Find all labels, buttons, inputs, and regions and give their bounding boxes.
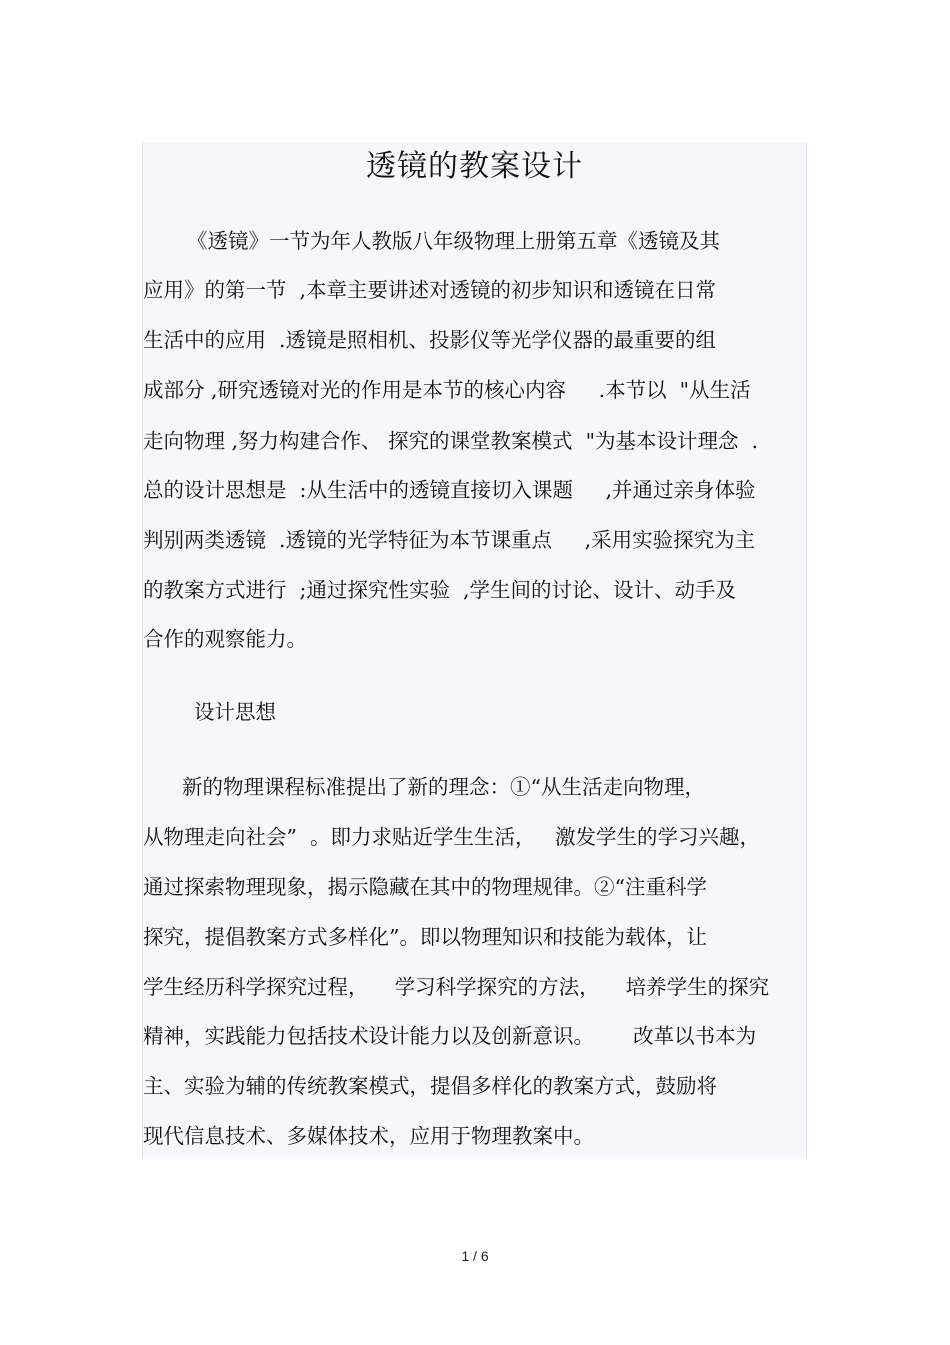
paragraph-2-line-7: 主、实验为辅的传统教案模式，提倡多样化的教案方式，鼓励将 [143, 1074, 717, 1098]
paragraph-1-line-5: 走向物理 ,努力构建合作、 探究的课堂教案模式 "为基本设计理念 . [143, 429, 759, 453]
paragraph-1-line-1: 《透镜》一节为年人教版八年级物理上册第五章《透镜及其 [187, 229, 720, 253]
paragraph-2-line-4: 探究，提倡教案方式多样化”。即以物理知识和技能为载体，让 [143, 925, 707, 949]
paragraph-1-line-7: 判别两类透镜 .透镜的光学特征为本节课重点 ,采用实验探究为主 [143, 528, 756, 552]
document-title: 透镜的教案设计 [366, 149, 583, 184]
page-number: 1 / 6 [461, 1248, 489, 1264]
paragraph-2-line-5: 学生经历科学探究过程， 学习科学探究的方法， 培养学生的探究 [143, 975, 770, 999]
paragraph-2-line-6: 精神，实践能力包括技术设计能力以及创新意识。 改革以书本为 [143, 1024, 757, 1048]
paragraph-2-line-1: 新的物理课程标准提出了新的理念：①“从生活走向物理， [182, 775, 705, 799]
paragraph-1-line-9: 合作的观察能力。 [143, 627, 307, 651]
paragraph-2-line-2: 从物理走向社会” 。即力求贴近学生生活， 激发学生的学习兴趣， [143, 825, 761, 849]
paragraph-1-line-3: 生活中的应用 .透镜是照相机、投影仪等光学仪器的最重要的组 [143, 328, 717, 352]
paragraph-2-line-8: 现代信息技术、多媒体技术，应用于物理教案中。 [143, 1124, 594, 1148]
paragraph-2-line-3: 通过探索物理现象，揭示隐藏在其中的物理规律。②“注重科学 [143, 875, 707, 899]
paragraph-1-line-2: 应用》的第一节 ,本章主要讲述对透镜的初步知识和透镜在日常 [143, 278, 717, 302]
paragraph-1-line-8: 的教案方式进行 ;通过探究性实验 ,学生间的讨论、设计、动手及 [143, 578, 736, 602]
paragraph-1-line-4: 成部分 ,研究透镜对光的作用是本节的核心内容 .本节以 "从生活 [143, 378, 751, 402]
section-heading: 设计思想 [194, 700, 276, 724]
paragraph-1-line-6: 总的设计思想是 :从生活中的透镜直接切入课题 ,并通过亲身体验 [143, 478, 756, 502]
